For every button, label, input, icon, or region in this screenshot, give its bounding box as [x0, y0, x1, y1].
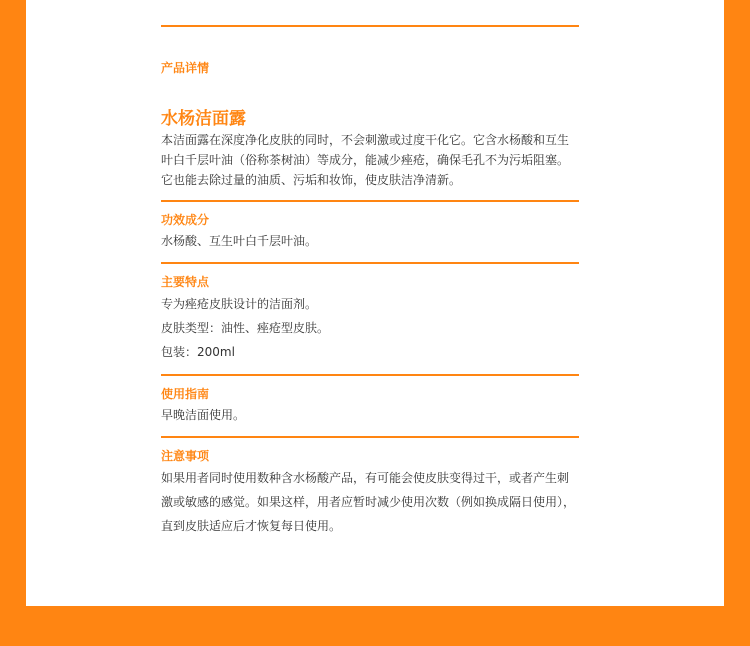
divider: [161, 262, 579, 264]
feature-item: 包装：200ml: [161, 345, 235, 359]
product-name: 水杨洁面露: [161, 109, 246, 129]
product-detail-content: [161, 0, 579, 550]
cautions-text: 如果用者同时使用数种含水杨酸产品，有可能会使皮肤变得过干，或者产生刺激或敏感的感觉。如果这样，用者应暂时减少使用次数（例如换成隔日使用），直到皮肤适应后才恢复每日使用。: [161, 471, 576, 533]
divider: [161, 200, 579, 202]
usage-text: 早晚洁面使用。: [161, 408, 246, 422]
cautions-label: 注意事项: [161, 449, 210, 463]
divider: [161, 374, 579, 376]
product-description: 本洁面露在深度净化皮肤的同时，不会刺激或过度干化它。它含水杨酸和互生叶白千层叶油（俗称茶树油）等成分，能减少痤疮，确保毛孔不为污垢阻塞。它也能去除过量的油质、污垢和妆饰，使皮肤洁净清新。: [161, 133, 570, 187]
feature-item: 皮肤类型：油性、痤疮型皮肤。: [161, 321, 330, 335]
ingredients-label: 功效成分: [161, 213, 210, 227]
usage-label: 使用指南: [161, 387, 210, 401]
features-list: [161, 292, 579, 364]
ingredients-text: 水杨酸、互生叶白千层叶油。: [161, 234, 318, 248]
divider: [161, 25, 579, 27]
divider: [161, 436, 579, 438]
section-title: 产品详情: [161, 61, 210, 75]
features-label: 主要特点: [161, 275, 210, 289]
page-panel: [26, 0, 724, 606]
feature-item: 专为痤疮皮肤设计的洁面剂。: [161, 297, 318, 311]
